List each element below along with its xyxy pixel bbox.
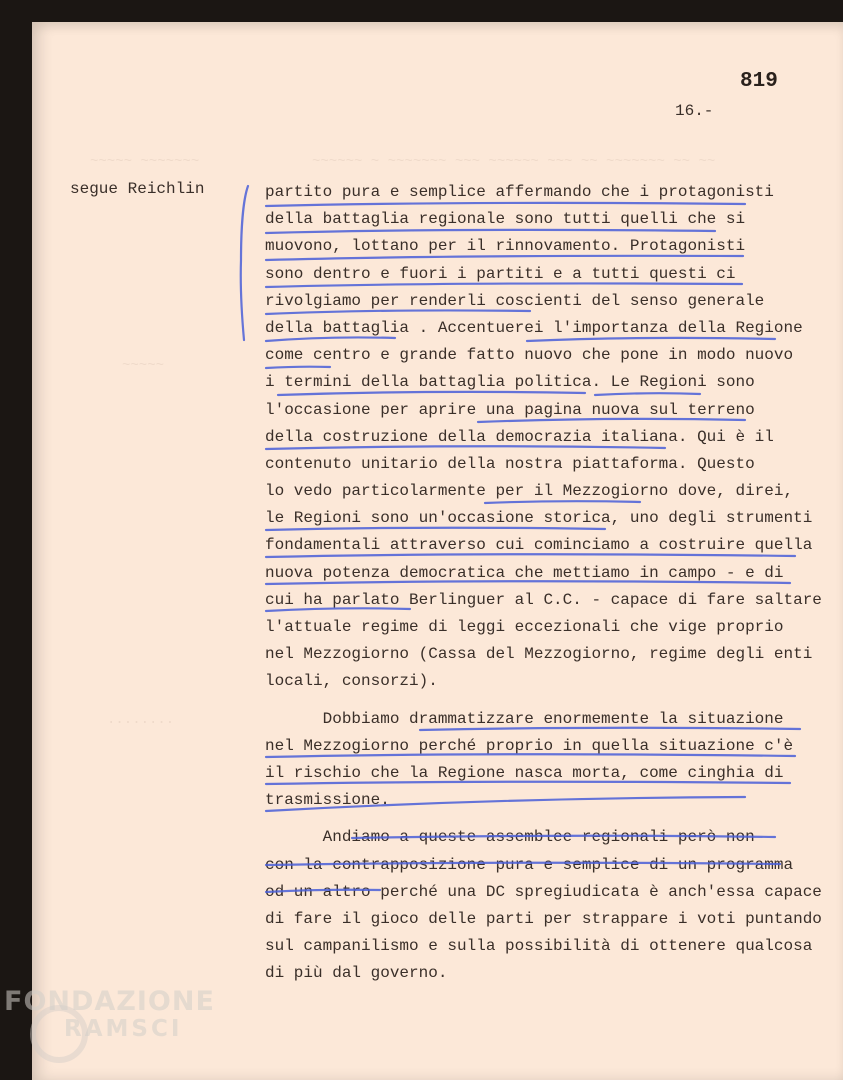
watermark-line-2: RAMSCI [64, 1016, 183, 1042]
text-line: nuova potenza democratica che mettiamo in campo - e di [265, 563, 784, 582]
bleed-through-text: ~~~~~ [122, 358, 165, 374]
text-line: Andiamo a queste assemblee regionali però non [265, 828, 755, 847]
text-line: il rischio che la Regione nasca morta, come cinghia di [265, 763, 784, 782]
text-line: nel Mezzogiorno perché proprio in quella situazione c'è [265, 736, 794, 755]
text-line: della battaglia . Accentuerei l'importanza della Regione [265, 318, 803, 337]
text-line: sono dentro e fuori i partiti e a tutti questi ci [265, 264, 736, 283]
text-line: rivolgiamo per renderli coscienti del senso generale [265, 291, 765, 310]
text-line: cui ha parlato Berlinguer al C.C. - capace di fare saltare [265, 590, 822, 609]
margin-label: segue Reichlin [70, 180, 205, 198]
text-line: sul campanilismo e sulla possibilità di ottenere qualcosa [265, 937, 813, 956]
text-line: od un altro perché una DC spregiudicata è anch'essa capace [265, 882, 822, 901]
typewritten-text [265, 179, 825, 987]
text-line: Dobbiamo drammatizzare enormemente la situazione [265, 709, 784, 728]
text-line: partito pura e semplice affermando che i protagonisti [265, 183, 774, 201]
text-line: come centro e grande fatto nuovo che pone in modo nuovo [265, 346, 794, 365]
paragraph-1 [265, 179, 825, 696]
text-line: della battaglia regionale sono tutti quelli che si [265, 210, 746, 229]
section-number: 16.- [675, 102, 714, 120]
text-line: nel Mezzogiorno (Cassa del Mezzogiorno, regime degli enti [265, 645, 813, 664]
text-line: trasmissione. [265, 791, 390, 810]
text-line: contenuto unitario della nostra piattaforma. Questo [265, 454, 755, 473]
bleed-through-text: ~~~~~~ ~ ~~~~~~~ ~~~ ~~~~~~ ~~~ ~~ ~~~~~~~ ~~ ~~ [312, 154, 716, 170]
bleed-through-text: ........ [107, 712, 175, 728]
text-line: della costruzione della democrazia italiana. Qui è il [265, 427, 774, 446]
text-line: con la contrapposizione pura e semplice di un programma [265, 855, 794, 874]
text-line: locali, consorzi). [265, 672, 438, 691]
text-line: muovono, lottano per il rinnovamento. Protagonisti [265, 237, 746, 256]
text-line: l'occasione per aprire una pagina nuova sul terreno [265, 400, 755, 419]
paragraph-3 [265, 824, 825, 987]
bleed-through-text: ~~~~~ ~~~~~~~ [90, 154, 200, 170]
text-line: i termini della battaglia politica. Le Regioni sono [265, 373, 755, 392]
watermark-logo [4, 988, 215, 1041]
text-line: l'attuale regime di leggi eccezionali che vige proprio [265, 618, 784, 636]
text-line: lo vedo particolarmente per il Mezzogiorno dove, direi, [265, 482, 794, 501]
text-line: di più dal governo. [265, 964, 448, 983]
text-line: le Regioni sono un'occasione storica, uno degli strumenti [265, 509, 813, 528]
text-line: di fare il gioco delle parti per strappare i voti puntando [265, 909, 822, 928]
page-number: 819 [740, 70, 778, 93]
paragraph-2 [265, 706, 825, 815]
watermark-line-1: FONDAZIONE [4, 986, 215, 1017]
text-line: fondamentali attraverso cui cominciamo a costruire quella [265, 536, 813, 555]
